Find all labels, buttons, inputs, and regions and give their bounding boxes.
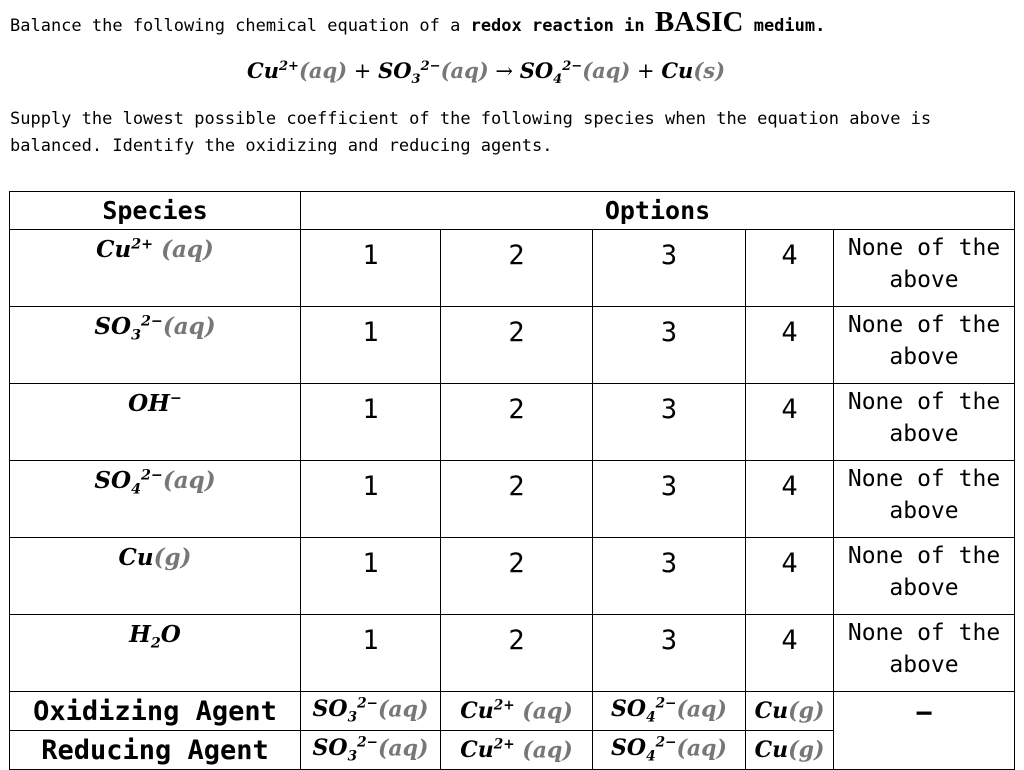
reaction-equation	[247, 58, 725, 87]
coefficient-option-1[interactable]: 1	[301, 538, 441, 615]
coefficient-option-4[interactable]: 4	[746, 538, 834, 615]
table-row	[10, 384, 1015, 461]
oxidizing-agent-option[interactable]: Cu(g)	[746, 692, 834, 731]
none-of-the-above-option[interactable]: None of the above	[834, 307, 1015, 384]
species-cell: $Cu^{2+}$ (aq)	[10, 230, 301, 307]
species-cell: Cu(g)	[10, 538, 301, 615]
coefficient-option-1[interactable]: 1	[301, 307, 441, 384]
coefficient-option-1[interactable]: 1	[301, 461, 441, 538]
oxidizing-agent-option[interactable]: $SO_4^{2-}(aq)$	[593, 692, 746, 731]
species-cell: $H_2O$	[10, 615, 301, 692]
instruction-heading	[10, 6, 825, 39]
coefficient-option-2[interactable]: 2	[441, 384, 593, 461]
coefficient-option-1[interactable]: 1	[301, 615, 441, 692]
table-header-row	[10, 192, 1015, 230]
coefficient-option-4[interactable]: 4	[746, 461, 834, 538]
none-of-the-above-option[interactable]: None of the above	[834, 230, 1015, 307]
species-cell: OH−	[10, 384, 301, 461]
eq-phase: (aq)	[582, 58, 631, 83]
heading-bold-redox: redox reaction in	[470, 16, 655, 36]
table-row	[10, 230, 1015, 307]
heading-bold-medium: medium.	[743, 16, 826, 36]
species-header: Species	[10, 192, 301, 230]
coefficient-option-3[interactable]: 3	[593, 384, 746, 461]
eq-reactant-cu: $Cu^{2+}$	[247, 58, 299, 83]
none-of-the-above-option[interactable]: None of the above	[834, 615, 1015, 692]
coefficient-option-3[interactable]: 3	[593, 615, 746, 692]
species-cell: $SO_4^{2-}(aq)$	[10, 461, 301, 538]
eq-product-cu: Cu	[661, 58, 694, 83]
coefficient-option-2[interactable]: 2	[441, 615, 593, 692]
none-of-the-above-option[interactable]: None of the above	[834, 538, 1015, 615]
table-row	[10, 461, 1015, 538]
reducing-agent-label: Reducing Agent	[10, 731, 301, 770]
none-of-the-above-option[interactable]: None of the above	[834, 384, 1015, 461]
coefficient-option-1[interactable]: 1	[301, 230, 441, 307]
instructions-text: Supply the lowest possible coefficient of the following species when the equation above is balanced. Identify the oxidizing and reducing agents.	[10, 109, 932, 156]
reducing-agent-option[interactable]: $SO_3^{2-}(aq)$	[301, 731, 441, 770]
reducing-agent-option[interactable]: Cu(g)	[746, 731, 834, 770]
eq-phase: (s)	[693, 58, 726, 83]
eq-plus: +	[630, 59, 662, 83]
oxidizing-agent-option[interactable]: $Cu^{2+}$ (aq)	[441, 692, 593, 731]
coefficient-option-4[interactable]: 4	[746, 230, 834, 307]
oxidizing-agent-option[interactable]: $SO_3^{2-}(aq)$	[301, 692, 441, 731]
reducing-agent-option[interactable]: $SO_4^{2-}(aq)$	[593, 731, 746, 770]
eq-arrow: →	[488, 59, 520, 83]
heading-basic: BASIC	[654, 6, 744, 38]
coefficient-option-2[interactable]: 2	[441, 538, 593, 615]
eq-product-sulfate: $SO_4^{2-}$	[519, 58, 583, 88]
agent-blank-cell: −	[834, 692, 1015, 770]
heading-prefix: Balance the following chemical equation of a	[10, 16, 471, 36]
coefficient-option-3[interactable]: 3	[593, 307, 746, 384]
none-of-the-above-option[interactable]: None of the above	[834, 461, 1015, 538]
coefficient-option-3[interactable]: 3	[593, 230, 746, 307]
coefficient-option-3[interactable]: 3	[593, 461, 746, 538]
coefficient-option-4[interactable]: 4	[746, 615, 834, 692]
table-row	[10, 307, 1015, 384]
eq-phase: (aq)	[440, 58, 489, 83]
eq-phase: (aq)	[298, 58, 348, 83]
species-cell: $SO_3^{2-}(aq)$	[10, 307, 301, 384]
coefficient-option-2[interactable]: 2	[441, 461, 593, 538]
coefficient-option-4[interactable]: 4	[746, 307, 834, 384]
oxidizing-agent-row	[10, 692, 1015, 731]
table-row	[10, 615, 1015, 692]
eq-plus: +	[347, 59, 379, 83]
coefficient-option-4[interactable]: 4	[746, 384, 834, 461]
eq-reactant-sulfite: $SO_3^{2-}$	[378, 58, 441, 88]
reducing-agent-option[interactable]: $Cu^{2+}$ (aq)	[441, 731, 593, 770]
options-header: Options	[301, 192, 1015, 230]
coefficient-option-3[interactable]: 3	[593, 538, 746, 615]
coefficient-option-2[interactable]: 2	[441, 230, 593, 307]
coefficient-option-1[interactable]: 1	[301, 384, 441, 461]
table-row	[10, 538, 1015, 615]
coefficient-option-2[interactable]: 2	[441, 307, 593, 384]
oxidizing-agent-label: Oxidizing Agent	[10, 692, 301, 731]
answer-table	[9, 191, 1015, 770]
